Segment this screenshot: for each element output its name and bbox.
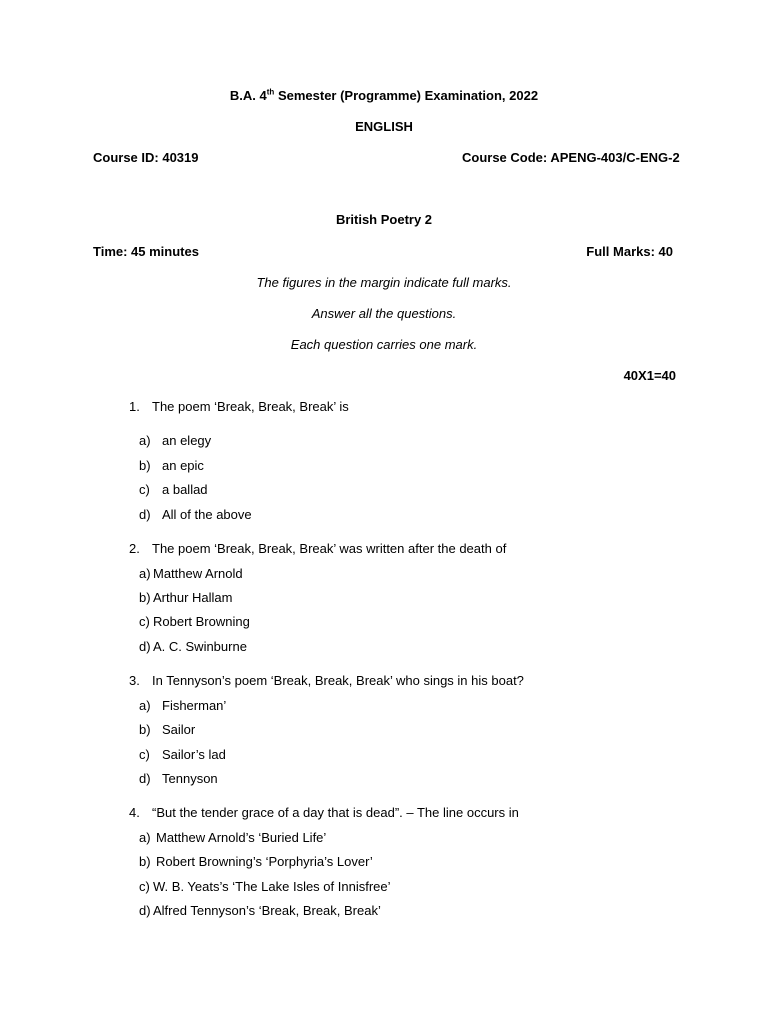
option-text: W. B. Yeats’s ‘The Lake Isles of Innisfree’ xyxy=(153,879,391,894)
option-text: Sailor xyxy=(162,722,196,737)
option-text: Arthur Hallam xyxy=(153,590,233,605)
option-text: Fisherman’ xyxy=(162,698,227,713)
paper-title: British Poetry 2 xyxy=(335,212,433,227)
option-text: Matthew Arnold’s ‘Buried Life’ xyxy=(156,830,327,845)
instruction-3: Each question carries one mark. xyxy=(290,337,478,352)
question-text: The poem ‘Break, Break, Break’ is xyxy=(152,399,349,414)
option-label: c) xyxy=(139,482,150,497)
option-label: d) xyxy=(139,903,151,918)
exam-title xyxy=(0,88,768,103)
question-number: 1. xyxy=(129,399,140,414)
course-code: Course Code: APENG-403/C-ENG-2 xyxy=(462,150,680,165)
full-marks: Full Marks: 40 xyxy=(586,244,673,259)
option-label: d) xyxy=(139,771,151,786)
option-text: Sailor’s lad xyxy=(162,747,226,762)
option-text: Matthew Arnold xyxy=(153,566,243,581)
course-id: Course ID: 40319 xyxy=(93,150,199,165)
subject: ENGLISH xyxy=(355,119,413,134)
option-label: a) xyxy=(139,566,151,581)
instruction-2: Answer all the questions. xyxy=(311,306,457,321)
option-label: d) xyxy=(139,507,151,522)
question-text: In Tennyson’s poem ‘Break, Break, Break’ who sings in his boat? xyxy=(152,673,524,688)
question-number: 3. xyxy=(129,673,140,688)
option-text: All of the above xyxy=(162,507,252,522)
option-label: d) xyxy=(139,639,151,654)
time: Time: 45 minutes xyxy=(93,244,199,259)
instruction-1: The figures in the margin indicate full marks. xyxy=(256,275,512,290)
option-text: Tennyson xyxy=(162,771,218,786)
option-text: Robert Browning’s ‘Porphyria’s Lover’ xyxy=(156,854,373,869)
option-label: c) xyxy=(139,747,150,762)
option-label: a) xyxy=(139,830,151,845)
option-text: an elegy xyxy=(162,433,212,448)
option-text: Robert Browning xyxy=(153,614,250,629)
option-text: Alfred Tennyson’s ‘Break, Break, Break’ xyxy=(153,903,381,918)
marks-formula: 40X1=40 xyxy=(623,368,676,383)
option-label: b) xyxy=(139,458,151,473)
option-label: c) xyxy=(139,614,150,629)
option-text: an epic xyxy=(162,458,204,473)
question-number: 4. xyxy=(129,805,140,820)
option-label: b) xyxy=(139,590,151,605)
exam-title-post: Semester (Programme) Examination, 2022 xyxy=(274,88,539,103)
option-label: b) xyxy=(139,722,151,737)
option-label: a) xyxy=(139,698,151,713)
exam-title-pre: B.A. 4 xyxy=(229,88,267,103)
option-text: a ballad xyxy=(162,482,208,497)
exam-title-sup: th xyxy=(266,87,275,97)
option-label: c) xyxy=(139,879,150,894)
question-text: “But the tender grace of a day that is dead”. – The line occurs in xyxy=(152,805,519,820)
option-label: a) xyxy=(139,433,151,448)
question-text: The poem ‘Break, Break, Break’ was written after the death of xyxy=(152,541,507,556)
option-label: b) xyxy=(139,854,151,869)
option-text: A. C. Swinburne xyxy=(153,639,247,654)
question-number: 2. xyxy=(129,541,140,556)
